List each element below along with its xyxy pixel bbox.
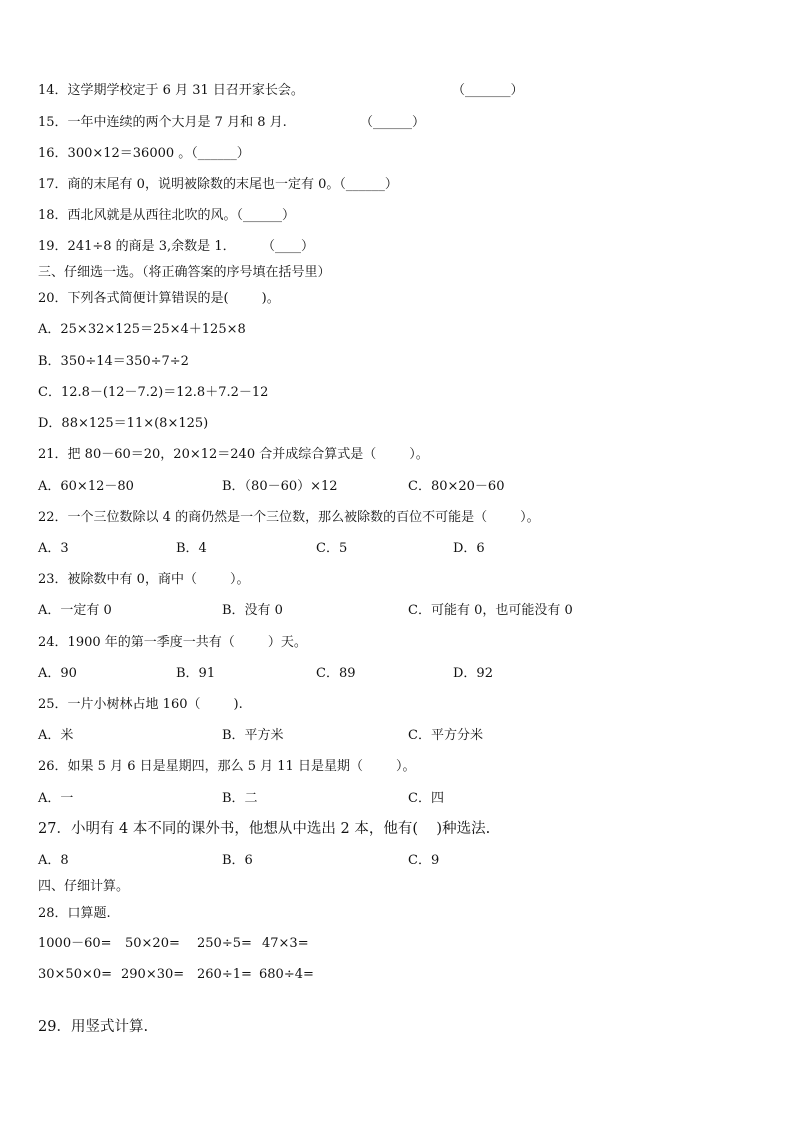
q21-option-b[interactable]: B．（80－60）×12	[222, 479, 338, 494]
q25-option-c[interactable]: C．平方分米	[408, 728, 483, 743]
question-22: 22．一个三位数除以 4 的商仍然是一个三位数，那么被除数的百位不可能是（ ）。	[38, 510, 540, 525]
q27-option-b[interactable]: B．6	[222, 853, 253, 868]
q25-option-a[interactable]: A．米	[38, 728, 74, 743]
question-15	[38, 115, 287, 131]
q23-option-b[interactable]: B．没有 0	[222, 603, 283, 618]
q21-option-a[interactable]: A．60×12－80	[38, 479, 134, 494]
q22-option-b[interactable]: B．4	[176, 541, 207, 556]
mental-math-item: 680÷4=	[259, 967, 314, 982]
mental-math-item: 260÷1=	[197, 967, 252, 982]
mental-math-item: 47×3=	[262, 936, 309, 951]
q24-option-c[interactable]: C．89	[316, 666, 356, 681]
mental-math-item: 30×50×0=	[38, 967, 113, 982]
question-23: 23．被除数中有 0，商中（ ）。	[38, 572, 250, 587]
q22-option-c[interactable]: C．5	[316, 541, 348, 556]
question-19-text: 19．241÷8 的商是 3,余数是 1．	[38, 239, 236, 254]
question-17: 17．商的末尾有 0，说明被除数的末尾也一定有 0。（______）	[38, 177, 398, 192]
q24-option-b[interactable]: B．91	[176, 666, 216, 681]
q27-option-c[interactable]: C．9	[408, 853, 440, 868]
question-18: 18．西北风就是从西往北吹的风。（______）	[38, 208, 296, 223]
question-25: 25．一片小树林占地 160（ ).	[38, 697, 243, 712]
q24-option-d[interactable]: D．92	[453, 666, 493, 681]
q24-option-a[interactable]: A．90	[38, 666, 77, 681]
q20-option-c[interactable]: C．12.8－(12－7.2)＝12.8＋7.2－12	[38, 385, 269, 400]
question-28: 28．口算题.	[38, 906, 111, 921]
section-4-title: 四、仔细计算。	[38, 879, 130, 894]
q20-option-d[interactable]: D．88×125＝11×(8×125)	[38, 416, 209, 431]
question-20: 20．下列各式简便计算错误的是( )。	[38, 291, 280, 306]
question-27: 27．小明有 4 本不同的课外书，他想从中选出 2 本，他有( )种选法.	[38, 821, 491, 837]
question-14	[38, 83, 304, 99]
q23-option-c[interactable]: C．可能有 0，也可能没有 0	[408, 603, 573, 618]
answer-blank-15[interactable]: （______）	[360, 115, 426, 130]
question-24: 24．1900 年的第一季度一共有（ ）天。	[38, 635, 307, 650]
q25-option-b[interactable]: B．平方米	[222, 728, 284, 743]
question-21: 21．把 80－60＝20，20×12＝240 合并成综合算式是（ ）。	[38, 447, 429, 462]
q26-option-c[interactable]: C．四	[408, 791, 444, 806]
q23-option-a[interactable]: A．一定有 0	[38, 603, 112, 618]
question-16: 16．300×12＝36000 。（______）	[38, 146, 250, 161]
q21-option-c[interactable]: C．80×20－60	[408, 479, 505, 494]
q27-option-a[interactable]: A．8	[38, 853, 69, 868]
answer-blank-19[interactable]: （____）	[262, 239, 315, 254]
question-14-text: 14．这学期学校定于 6 月 31 日召开家长会。	[38, 83, 304, 98]
question-19	[38, 239, 236, 255]
answer-blank-14[interactable]: （_______）	[452, 83, 524, 98]
q20-option-b[interactable]: B．350÷14＝350÷7÷2	[38, 354, 189, 369]
mental-math-item: 50×20=	[125, 936, 180, 951]
mental-math-item: 290×30=	[121, 967, 185, 982]
mental-math-item: 250÷5=	[197, 936, 252, 951]
q26-option-b[interactable]: B．二	[222, 791, 258, 806]
q22-option-a[interactable]: A．3	[38, 541, 69, 556]
q26-option-a[interactable]: A．一	[38, 791, 74, 806]
question-29: 29．用竖式计算.	[38, 1019, 149, 1035]
section-3-title: 三、仔细选一选。（将正确答案的序号填在括号里）	[38, 265, 331, 280]
mental-math-item: 1000－60=	[38, 936, 112, 951]
q22-option-d[interactable]: D．6	[453, 541, 485, 556]
question-15-text: 15．一年中连续的两个大月是 7 月和 8 月.	[38, 115, 287, 130]
question-26: 26．如果 5 月 6 日是星期四，那么 5 月 11 日是星期（ ）。	[38, 759, 416, 774]
q20-option-a[interactable]: A．25×32×125＝25×4＋125×8	[38, 322, 246, 337]
